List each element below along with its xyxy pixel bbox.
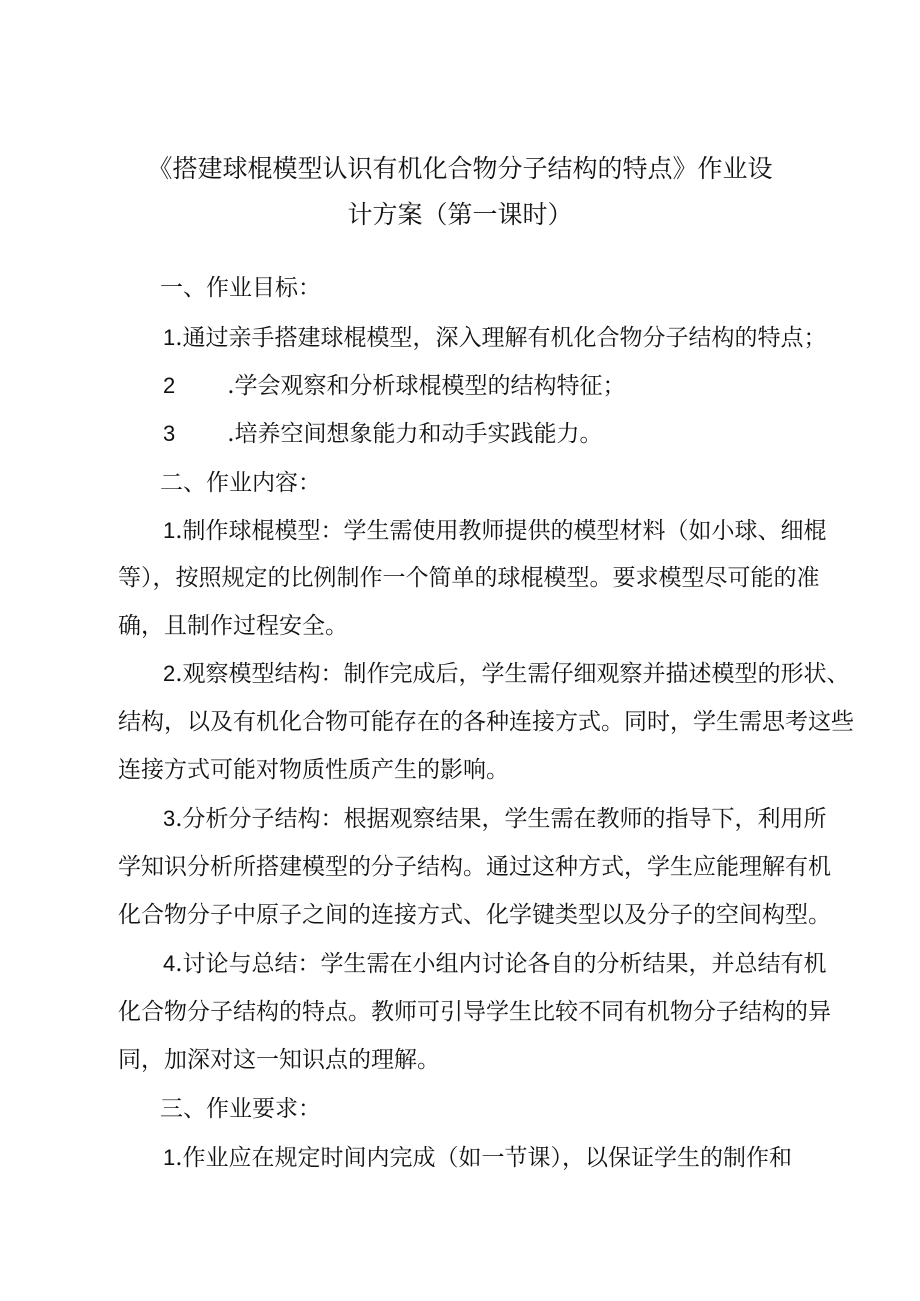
requirement-item-1-text: .作业应在规定时间内完成（如一节课），以保证学生的制作和	[175, 1145, 793, 1171]
requirement-item-1	[163, 1143, 883, 1173]
content-item-1-text-1: .制作球棍模型：学生需使用教师提供的模型材料（如小球、细棍	[175, 518, 827, 544]
content-item-3-line-3: 化合物分子中原子之间的连接方式、化学键类型以及分子的空间构型。	[118, 902, 831, 928]
goal-item-2	[163, 371, 883, 401]
content-item-3-line-2: 学知识分析所搭建模型的分子结构。通过这种方式，学生应能理解有机	[118, 854, 831, 880]
goal-item-3-text: .培养空间想象能力和动手实践能力。	[227, 421, 603, 447]
document-title-line-2: 计方案（第一课时）	[347, 200, 573, 229]
requirement-item-1-number: 1	[163, 1145, 176, 1170]
goal-item-2-number: 2	[163, 373, 176, 398]
goal-item-3-number: 3	[163, 421, 176, 446]
goal-item-1-number: 1	[163, 325, 176, 350]
document-title-line-1: 《搭建球棍模型认识有机化合物分子结构的特点》作业设	[147, 154, 773, 183]
content-item-4-line-1	[163, 949, 883, 979]
content-item-1-line-3: 确，且制作过程安全。	[118, 613, 348, 639]
section-heading-goals: 一、作业目标：	[160, 275, 321, 301]
content-item-3-line-1	[163, 804, 883, 834]
goal-item-1-text: .通过亲手搭建球棍模型，深入理解有机化合物分子结构的特点；	[175, 325, 827, 351]
content-item-4-line-3: 同，加深对这一知识点的理解。	[118, 1047, 440, 1073]
content-item-2-line-1	[163, 659, 883, 689]
content-item-1-number: 1	[163, 518, 176, 543]
content-item-1-line-2: 等），按照规定的比例制作一个简单的球棍模型。要求模型尽可能的准	[118, 565, 820, 591]
content-item-2-text-1: .观察模型结构：制作完成后，学生需仔细观察并描述模型的形状、	[175, 661, 850, 687]
goal-item-2-text: .学会观察和分析球棍模型的结构特征；	[227, 373, 626, 399]
content-item-2-number: 2	[163, 661, 176, 686]
section-heading-content: 二、作业内容：	[160, 470, 321, 496]
content-item-2-line-3: 连接方式可能对物质性质产生的影响。	[118, 757, 509, 783]
content-item-4-line-2: 化合物分子结构的特点。教师可引导学生比较不同有机物分子结构的异	[118, 999, 831, 1025]
content-item-4-number: 4	[163, 951, 176, 976]
content-item-3-number: 3	[163, 806, 176, 831]
content-item-4-text-1: .讨论与总结：学生需在小组内讨论各自的分析结果，并总结有机	[175, 951, 827, 977]
section-heading-requirements: 三、作业要求：	[160, 1096, 321, 1122]
content-item-1-line-1	[163, 516, 883, 546]
goal-item-3	[163, 419, 883, 449]
content-item-3-text-1: .分析分子结构：根据观察结果，学生需在教师的指导下，利用所	[175, 806, 827, 832]
goal-item-1	[163, 323, 883, 353]
content-item-2-line-2: 结构，以及有机化合物可能存在的各种连接方式。同时，学生需思考这些	[118, 709, 854, 735]
